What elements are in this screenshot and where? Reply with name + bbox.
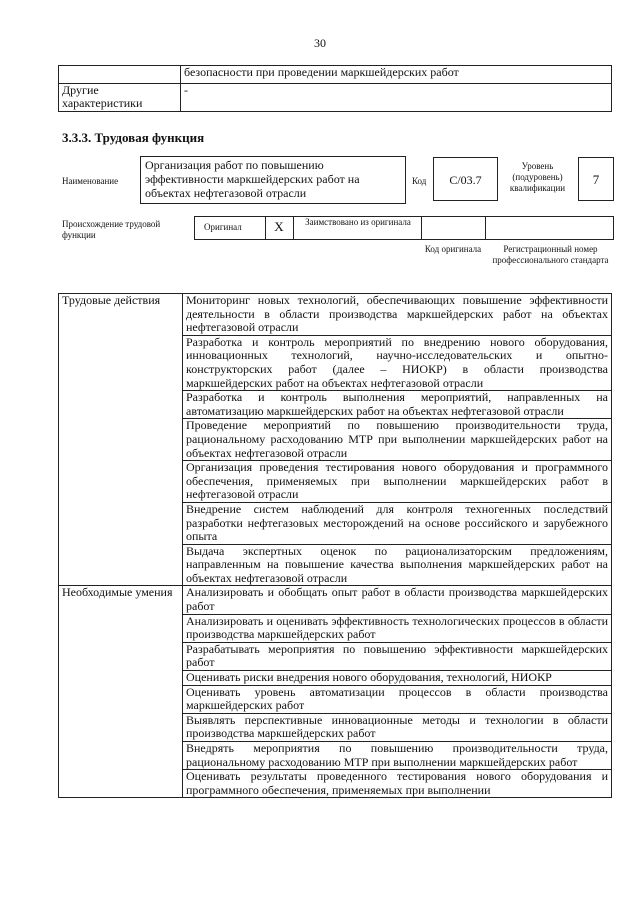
section-title: 3.3.3. Трудовая функция — [62, 130, 205, 145]
section-item: Выявлять перспективные инновационные методы и технологии в области производства маркшейдерских работ — [183, 713, 612, 741]
section-item: Оценивать уровень автоматизации процессов в области производства маркшейдерских работ — [183, 685, 612, 713]
name-label: Наименование — [62, 176, 119, 186]
origin-divider — [421, 216, 422, 240]
function-name-box: Организация работ по повышению эффективности маркшейдерских работ на объектах нефтегазовой отрасли — [140, 156, 406, 204]
top-table-empty-cell — [59, 66, 181, 84]
top-table-row1-text: безопасности при проведении маркшейдерских работ — [181, 66, 612, 84]
section-label: Трудовые действия — [59, 294, 183, 586]
section-item: Мониторинг новых технологий, обеспечивающих повышение эффективности деятельности в области производства маркшейдерских работ на объектах нефтегазовой отрасли — [183, 294, 612, 336]
section-item: Оценивать результаты проведенного тестирования нового оборудования и программного обеспечения, применяемых при выполнении — [183, 770, 612, 798]
page-number: 30 — [314, 36, 326, 50]
borrowed-label: Заимствовано из оригинала — [305, 217, 411, 227]
original-mark: X — [274, 219, 284, 234]
section-label: Необходимые умения — [59, 586, 183, 798]
code-original-label: Код оригинала — [424, 244, 482, 254]
table-row — [59, 586, 612, 614]
section-item: Выдача экспертных оценок по рационализаторским предложениям, направленным на повышение качества выполнения маркшейдерских работ на объектах нефтегазовой отрасли — [183, 544, 612, 586]
code-label: Код — [412, 176, 427, 186]
table-row — [59, 294, 612, 336]
section-item: Внедрять мероприятия по повышению производительности труда, рациональному расходованию МТР при выполнении маркшейдерских работ — [183, 742, 612, 770]
top-table-row2-value: - — [181, 84, 612, 112]
section-item: Оценивать риски внедрения нового оборудования, технологий, НИОКР — [183, 671, 612, 686]
section-item: Разработка и контроль выполнения мероприятий, направленных на автоматизацию маркшейдерских работ на объектах нефтегазовой отрасли — [183, 391, 612, 419]
top-table — [58, 65, 612, 112]
section-item: Внедрение систем наблюдений для контроля техногенных последствий разработки нефтегазовых месторождений на основе российского и зарубежного опыта — [183, 502, 612, 544]
original-label: Оригинал — [204, 222, 242, 232]
top-table-row2-label: Другие характеристики — [59, 84, 181, 112]
section-item: Проведение мероприятий по повышению производительности труда, рациональному расходованию МТР при выполнении маркшейдерских работ на объектах нефтегазовой отрасли — [183, 419, 612, 461]
section-item: Организация проведения тестирования нового оборудования и программного обеспечения, применяемых при выполнении маркшейдерских работ в нефтегазовой отрасли — [183, 461, 612, 503]
main-table — [58, 293, 612, 798]
level-value-box: 7 — [578, 157, 614, 201]
section-item: Разрабатывать мероприятия по повышению эффективности маркшейдерских работ — [183, 642, 612, 670]
reg-number-label: Регистрационный номер профессионального стандарта — [492, 244, 609, 265]
origin-divider — [293, 216, 294, 240]
code-value-box: C/03.7 — [433, 157, 498, 201]
origin-divider — [485, 216, 486, 240]
section-item: Анализировать и обобщать опыт работ в области производства маркшейдерских работ — [183, 586, 612, 614]
section-item: Разработка и контроль мероприятий по внедрению нового оборудования, инновационных технологий, научно-исследовательских и опытно-конструкторских работ (далее – НИОКР) в области производства маркшейдерских работ на объектах нефтегазовой отрасли — [183, 335, 612, 390]
origin-label: Происхождение трудовой функции — [62, 219, 161, 240]
level-label: Уровень (подуровень) квалификации — [509, 161, 566, 193]
section-item: Анализировать и оценивать эффективность технологических процессов в области производства маркшейдерских работ — [183, 614, 612, 642]
